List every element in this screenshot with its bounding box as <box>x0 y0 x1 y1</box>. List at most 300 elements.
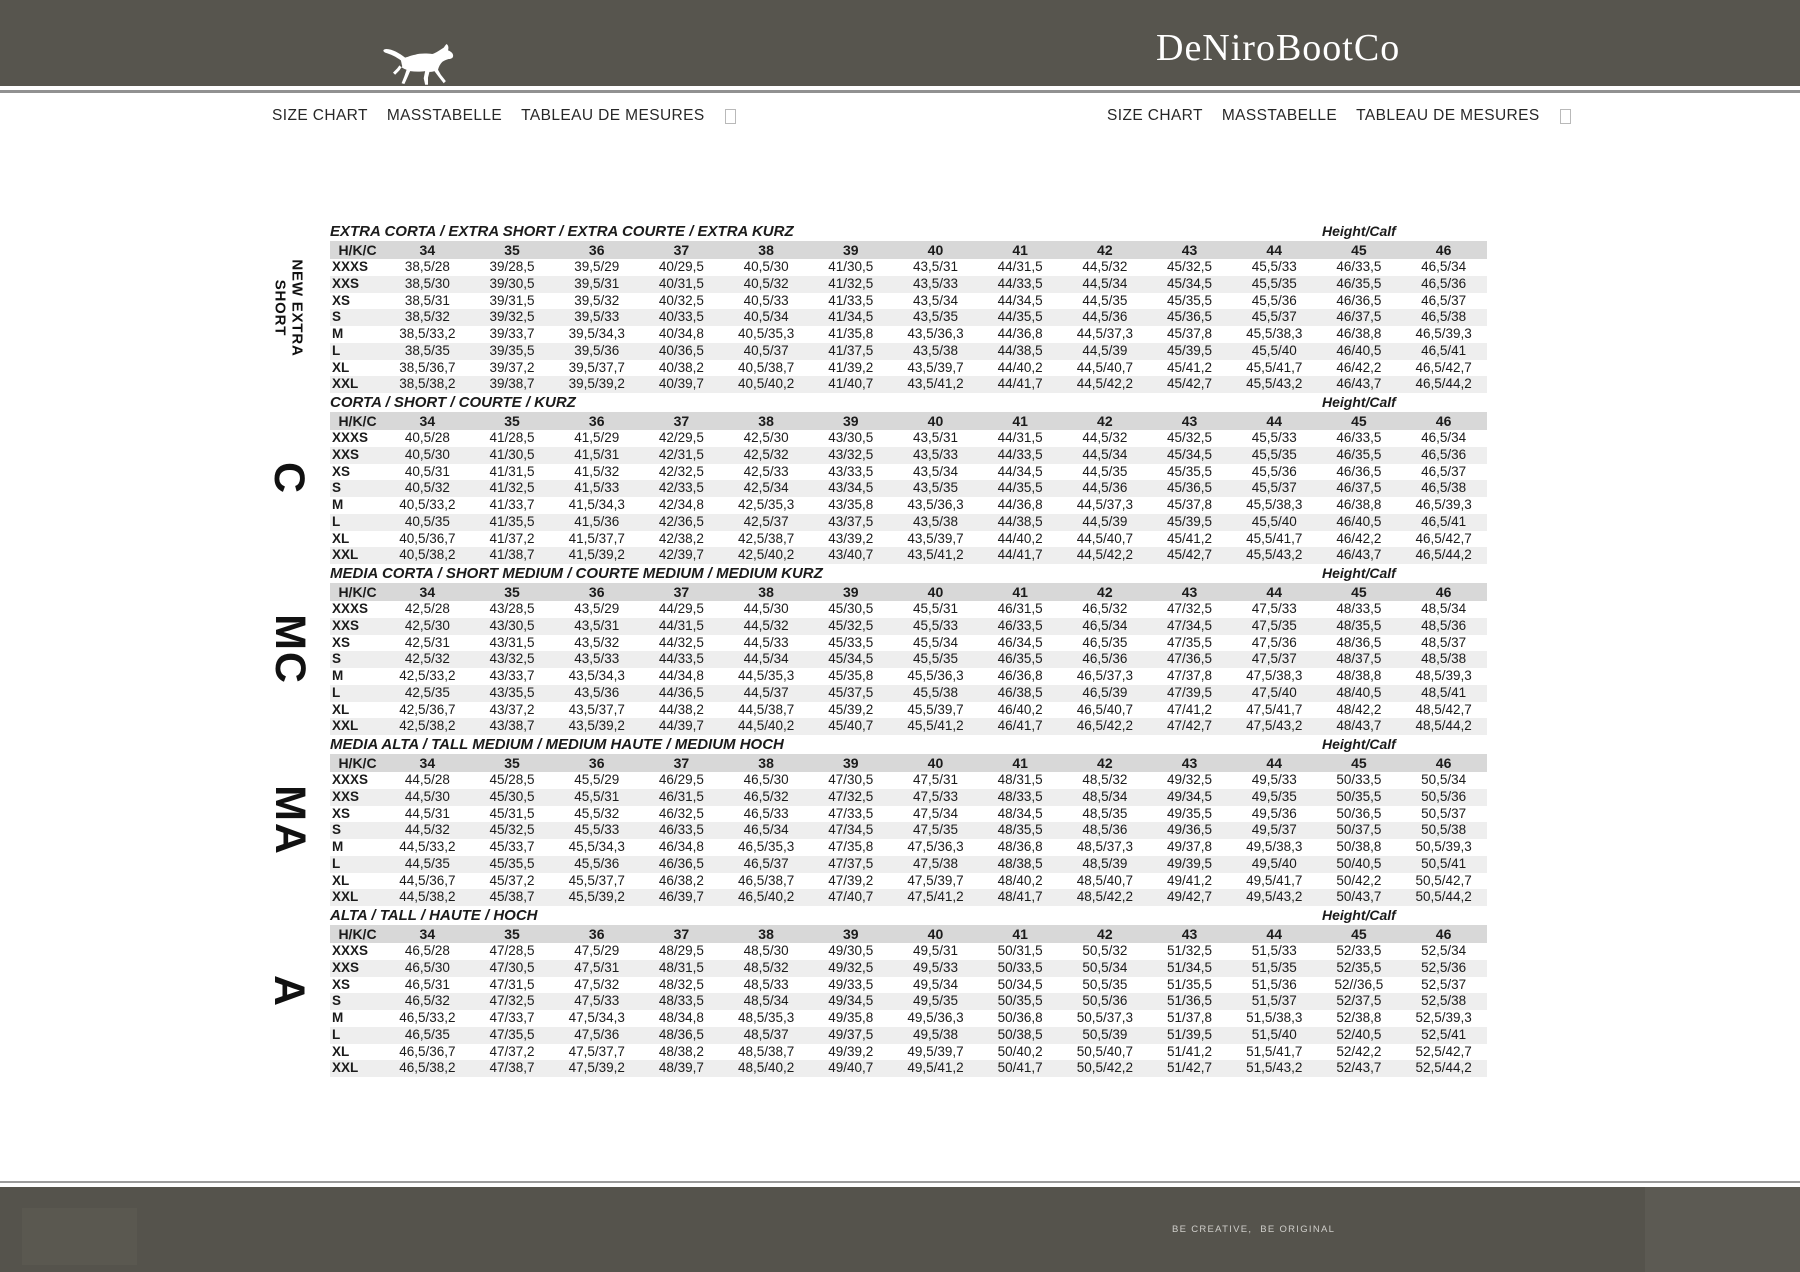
height-calf-cell: 44,5/33 <box>743 634 789 650</box>
height-calf-cell: 51,5/43,2 <box>1246 1060 1303 1076</box>
height-calf-cell: 48/32,5 <box>658 976 704 992</box>
height-calf-cell: 45,5/40 <box>1251 513 1297 529</box>
row-size-label: XXL <box>332 547 359 563</box>
menu-item-masstabelle[interactable]: MASSTABELLE <box>1221 107 1338 124</box>
height-calf-cell: 43,5/29 <box>574 601 620 616</box>
height-calf-cell: 47,5/41,2 <box>907 889 964 905</box>
height-calf-cell: 52,5/39,3 <box>1415 1010 1472 1025</box>
height-calf-cell: 44/36,5 <box>658 684 704 700</box>
table-row <box>330 943 1487 960</box>
height-calf-cell: 45,5/34,3 <box>568 839 625 854</box>
height-calf-cell: 46,5/36 <box>1421 275 1467 291</box>
height-calf-cell: 45/42,7 <box>1167 547 1213 563</box>
row-size-label: XS <box>332 292 351 308</box>
height-calf-cell: 47/32,5 <box>1167 601 1213 616</box>
height-calf-cell: 46/32,5 <box>658 805 704 821</box>
menu-item-tableau-de-mesures[interactable]: TABLEAU DE MESURES <box>521 107 705 124</box>
height-calf-cell: 48/40,2 <box>997 872 1043 888</box>
height-calf-cell: 52,5/38 <box>1421 993 1467 1009</box>
height-calf-cell: 39,5/29 <box>574 259 620 274</box>
row-size-label: XXS <box>332 446 360 462</box>
height-calf-cell: 44,5/39 <box>1082 513 1128 529</box>
height-calf-cell: 44,5/28 <box>404 772 450 787</box>
height-calf-cell: 47/33,7 <box>489 1010 535 1025</box>
height-calf-cell: 46,5/37 <box>743 855 789 871</box>
row-size-label: XXS <box>332 788 360 804</box>
height-calf-cell: 52,5/41 <box>1421 1026 1467 1042</box>
height-calf-cell: 48/34,5 <box>997 805 1043 821</box>
size-column-header: 35 <box>504 413 520 429</box>
table-row <box>330 993 1487 1010</box>
height-calf-cell: 51/32,5 <box>1167 943 1213 958</box>
height-calf-cell: 50,5/40,7 <box>1076 1043 1133 1059</box>
height-calf-cell: 48/33,5 <box>1336 601 1382 616</box>
height-calf-cell: 46,5/32 <box>404 993 450 1009</box>
height-calf-cell: 48,5/41 <box>1421 684 1467 700</box>
height-calf-cell: 49/36,5 <box>1167 822 1213 838</box>
height-calf-cell: 42,5/34 <box>743 480 789 496</box>
height-calf-cell: 39,5/36 <box>574 342 620 358</box>
height-calf-cell: 46/40,5 <box>1336 513 1382 529</box>
height-calf-cell: 46/42,2 <box>1336 530 1382 546</box>
height-calf-cell: 47/32,5 <box>489 993 535 1009</box>
height-calf-cell: 45,5/35 <box>1251 446 1297 462</box>
row-size-label: XXL <box>332 376 359 392</box>
height-calf-cell: 46/31,5 <box>997 601 1043 616</box>
height-calf-cell: 39/37,2 <box>489 359 535 375</box>
height-calf-cell: 47/28,5 <box>489 943 535 958</box>
row-size-label: XL <box>332 1043 350 1059</box>
height-calf-cell: 43/30,5 <box>828 430 874 445</box>
height-calf-cell: 44,5/36 <box>1082 480 1128 496</box>
footer-divider <box>0 1181 1800 1183</box>
height-calf-cell: 43,5/35 <box>912 309 958 325</box>
height-calf-cell: 43,5/39,7 <box>907 359 964 375</box>
height-calf-cell: 39/28,5 <box>489 259 535 274</box>
height-calf-cell: 46,5/30 <box>404 959 450 975</box>
size-column-header: 45 <box>1351 926 1367 942</box>
height-calf-cell: 47,5/39,7 <box>907 872 964 888</box>
height-calf-cell: 45,5/38 <box>912 684 958 700</box>
size-column-header: 45 <box>1351 242 1367 258</box>
size-table-section-medium-tall <box>265 735 1487 906</box>
height-calf-cell: 50/42,2 <box>1336 872 1382 888</box>
height-calf-cell: 47/33,5 <box>828 805 874 821</box>
size-column-header: 43 <box>1181 413 1198 429</box>
height-calf-cell: 44/33,5 <box>658 651 704 667</box>
table-row <box>330 376 1487 393</box>
height-calf-cell: 45/37,8 <box>1167 326 1213 341</box>
menu-right <box>1107 107 1571 125</box>
size-tables <box>265 222 1487 1077</box>
row-size-label: XS <box>332 463 351 479</box>
size-column-header: 42 <box>1097 584 1113 600</box>
height-calf-cell: 43/40,7 <box>828 547 874 563</box>
section-title: MEDIA ALTA / TALL MEDIUM / MEDIUM HAUTE / MEDIUM HOCH <box>330 736 784 753</box>
footer-bar <box>0 1187 1800 1272</box>
height-calf-cell: 51,5/33 <box>1251 943 1297 958</box>
height-calf-cell: 46/43,7 <box>1336 547 1382 563</box>
table-row <box>330 635 1487 652</box>
height-calf-cell: 44/38,2 <box>658 701 704 717</box>
height-calf-cell: 44,5/37,3 <box>1076 326 1133 341</box>
height-calf-cell: 46,5/35 <box>404 1026 450 1042</box>
height-calf-cell: 44/34,5 <box>997 292 1043 308</box>
size-column-header: 36 <box>588 413 605 429</box>
height-calf-cell: 45/41,2 <box>1167 359 1213 375</box>
height-calf-cell: 50/40,2 <box>997 1043 1043 1059</box>
size-table-section-tall <box>265 906 1487 1077</box>
height-calf-cell: 42/29,5 <box>658 430 704 445</box>
height-calf-cell: 46/34,5 <box>997 634 1043 650</box>
height-calf-cell: 48/36,5 <box>1336 634 1382 650</box>
height-calf-cell: 40,5/38,7 <box>737 359 795 375</box>
height-calf-cell: 47/35,8 <box>828 839 874 854</box>
table-row <box>330 685 1487 702</box>
height-calf-cell: 42/31,5 <box>658 446 704 462</box>
missing-glyph-box-icon <box>725 109 736 124</box>
height-calf-cell: 48,5/33 <box>743 976 789 992</box>
table-row <box>330 873 1487 890</box>
row-size-label: M <box>332 497 344 512</box>
height-calf-cell: 44,5/35,3 <box>737 668 795 683</box>
menu-left <box>272 107 736 125</box>
height-calf-cell: 43/28,5 <box>489 601 535 616</box>
height-calf-cell: 43/33,5 <box>828 463 874 479</box>
height-calf-cell: 45/38,7 <box>489 889 535 905</box>
height-calf-cell: 46/36,5 <box>1336 292 1382 308</box>
section-side-label-text: C <box>265 461 314 496</box>
size-column-header: 43 <box>1181 926 1198 942</box>
size-column-header: 43 <box>1181 755 1198 771</box>
height-calf-cell: 47,5/36 <box>1251 634 1297 650</box>
height-calf-cell: 47,5/33 <box>1251 601 1297 616</box>
height-calf-cell: 48/38,2 <box>658 1043 704 1059</box>
height-calf-cell: 46/35,5 <box>1336 275 1382 291</box>
height-calf-cell: 44,5/40,2 <box>737 718 795 734</box>
corner-label: H/K/C <box>338 755 377 771</box>
height-calf-cell: 41/37,2 <box>489 530 535 546</box>
height-calf-cell: 45/34,5 <box>1167 446 1213 462</box>
size-column-header: 34 <box>419 413 436 429</box>
menu-item-tableau-de-mesures[interactable]: TABLEAU DE MESURES <box>1356 107 1540 124</box>
height-calf-cell: 48/42,2 <box>1336 701 1382 717</box>
size-column-header: 38 <box>758 584 774 600</box>
height-calf-cell: 43,5/33 <box>912 275 958 291</box>
height-calf-cell: 48,5/42,2 <box>1076 889 1133 905</box>
height-calf-cell: 49/35,5 <box>1167 805 1213 821</box>
row-size-label: L <box>332 342 341 358</box>
height-calf-cell: 43,5/33 <box>574 651 620 667</box>
height-calf-cell: 46/34,8 <box>658 839 704 854</box>
height-calf-cell: 41/35,5 <box>489 513 535 529</box>
height-calf-cell: 52/43,7 <box>1336 1060 1382 1076</box>
row-size-label: XXXS <box>332 430 369 445</box>
height-calf-cell: 51,5/41,7 <box>1246 1043 1303 1059</box>
menu-item-size-chart[interactable]: SIZE CHART <box>272 107 368 124</box>
size-column-header: 36 <box>588 242 605 258</box>
height-calf-cell: 41/34,5 <box>828 309 874 325</box>
size-column-header: 41 <box>1012 584 1028 600</box>
height-calf-cell: 42/36,5 <box>658 513 704 529</box>
height-calf-cell: 39/32,5 <box>489 309 535 325</box>
height-calf-cell: 45/32,5 <box>489 822 535 838</box>
height-calf-cell: 48,5/39,3 <box>1415 668 1472 683</box>
height-calf-cell: 45,5/32 <box>574 805 620 821</box>
height-calf-cell: 47,5/31 <box>574 959 620 975</box>
size-column-header: 36 <box>588 926 605 942</box>
height-calf-cell: 46,5/32 <box>743 788 789 804</box>
height-calf-cell: 50/37,5 <box>1336 822 1382 838</box>
height-calf-cell: 46,5/34 <box>1082 617 1128 633</box>
section-side-label <box>253 222 325 393</box>
height-calf-cell: 39/30,5 <box>489 275 535 291</box>
height-calf-cell: 42,5/36,7 <box>399 701 456 717</box>
height-calf-cell: 45,5/29 <box>574 772 620 787</box>
size-column-header: 35 <box>504 755 520 771</box>
height-calf-cell: 49,5/38 <box>912 1026 958 1042</box>
height-calf-cell: 42,5/32 <box>743 446 789 462</box>
height-calf-cell: 48,5/37,3 <box>1076 839 1133 854</box>
height-calf-cell: 46,5/33 <box>743 805 789 821</box>
height-calf-cell: 45,5/36 <box>1251 463 1297 479</box>
height-calf-cell: 39/33,7 <box>489 326 535 341</box>
height-calf-cell: 44/34,8 <box>658 668 704 683</box>
table-row <box>330 531 1487 548</box>
height-calf-cell: 47,5/40 <box>1251 684 1297 700</box>
height-calf-cell: 48/33,5 <box>997 788 1043 804</box>
missing-glyph-box-icon <box>1560 109 1571 124</box>
table-row <box>330 856 1487 873</box>
height-calf-cell: 44,5/37 <box>743 684 789 700</box>
height-calf-cell: 46/36,5 <box>658 855 704 871</box>
height-calf-cell: 45/34,5 <box>828 651 874 667</box>
height-calf-cell: 43,5/39,7 <box>907 530 964 546</box>
height-calf-cell: 49,5/43,2 <box>1246 889 1303 905</box>
height-calf-cell: 50,5/36 <box>1421 788 1467 804</box>
height-calf-cell: 48/34,8 <box>658 1010 704 1025</box>
height-calf-cell: 50/31,5 <box>997 943 1043 958</box>
galloping-horse-icon <box>378 36 458 92</box>
section-title: CORTA / SHORT / COURTE / KURZ <box>330 394 576 411</box>
height-calf-cell: 45/35,8 <box>828 668 874 683</box>
table-row <box>330 651 1487 668</box>
height-calf-cell: 46,5/39,3 <box>1415 326 1472 341</box>
height-calf-cell: 44/36,8 <box>997 497 1043 512</box>
table-row <box>330 293 1487 310</box>
height-calf-cell: 45/37,5 <box>828 684 874 700</box>
height-calf-cell: 47,5/34 <box>912 805 958 821</box>
height-calf-cell: 40/34,8 <box>658 326 704 341</box>
height-calf-cell: 46,5/33,2 <box>399 1010 456 1025</box>
height-calf-cell: 40,5/30 <box>743 259 789 274</box>
height-calf-cell: 47/37,8 <box>1167 668 1213 683</box>
height-calf-cell: 40,5/35,3 <box>737 326 795 341</box>
height-calf-cell: 49/32,5 <box>828 959 874 975</box>
size-column-header: 37 <box>673 926 690 942</box>
height-calf-cell: 47,5/38 <box>912 855 958 871</box>
height-calf-cell: 45,5/38,3 <box>1246 497 1303 512</box>
height-calf-cell: 49,5/35 <box>912 993 958 1009</box>
height-calf-cell: 49/35,8 <box>828 1010 874 1025</box>
height-calf-cell: 49/42,7 <box>1167 889 1213 905</box>
height-calf-cell: 47,5/32 <box>574 976 620 992</box>
section-title: EXTRA CORTA / EXTRA SHORT / EXTRA COURTE / EXTRA KURZ <box>330 223 794 240</box>
row-size-label: S <box>332 651 342 667</box>
size-column-header: 41 <box>1012 926 1028 942</box>
height-calf-cell: 44,5/30 <box>404 788 450 804</box>
height-calf-cell: 47,5/35 <box>912 822 958 838</box>
height-calf-cell: 44/36,8 <box>997 326 1043 341</box>
height-calf-cell: 50,5/44,2 <box>1415 889 1472 905</box>
height-calf-cell: 48,5/34 <box>743 993 789 1009</box>
height-calf-cell: 44/40,2 <box>997 530 1043 546</box>
height-calf-cell: 49,5/33 <box>1251 772 1297 787</box>
height-calf-cell: 46,5/44,2 <box>1415 547 1472 563</box>
height-calf-cell: 50,5/32 <box>1082 943 1128 958</box>
height-calf-cell: 47/30,5 <box>828 772 874 787</box>
height-calf-cell: 44/35,5 <box>997 480 1043 496</box>
height-calf-cell: 46,5/39,3 <box>1415 497 1472 512</box>
height-calf-cell: 44,5/32 <box>404 822 450 838</box>
height-calf-cell: 46/39,7 <box>658 889 704 905</box>
height-calf-cell: 51,5/35 <box>1251 959 1297 975</box>
size-column-header: 40 <box>927 584 944 600</box>
height-calf-cell: 48,5/36 <box>1421 617 1467 633</box>
height-calf-cell: 44,5/38,7 <box>737 701 795 717</box>
height-calf-cell: 48,5/40,7 <box>1076 872 1133 888</box>
height-calf-cell: 45/36,5 <box>1167 480 1213 496</box>
row-size-label: XS <box>332 976 351 992</box>
height-calf-cell: 48,5/38 <box>1421 651 1467 667</box>
height-calf-cell: 51/36,5 <box>1167 993 1213 1009</box>
height-calf-cell: 41/37,5 <box>828 342 874 358</box>
height-calf-cell: 39,5/33 <box>574 309 620 325</box>
height-calf-cell: 43,5/36 <box>574 684 620 700</box>
height-calf-cell: 45/40,7 <box>828 718 874 734</box>
height-calf-cell: 43,5/36,3 <box>907 326 964 341</box>
height-calf-cell: 46/40,5 <box>1336 342 1382 358</box>
height-calf-cell: 38,5/32 <box>404 309 450 325</box>
section-side-label-text: NEW EXTRA SHORT <box>272 258 307 357</box>
height-calf-cell: 47,5/36,3 <box>907 839 964 854</box>
height-calf-cell: 45,5/34 <box>912 634 958 650</box>
corner-label: H/K/C <box>338 242 377 258</box>
size-table-section-extra-short <box>272 222 1487 393</box>
height-calf-cell: 47/36,5 <box>1167 651 1213 667</box>
height-calf-cell: 44,5/34 <box>1082 275 1128 291</box>
height-calf-cell: 44,5/40,7 <box>1076 359 1133 375</box>
height-calf-cell: 44,5/32 <box>743 617 789 633</box>
height-calf-cell: 45,5/43,2 <box>1246 547 1303 563</box>
size-column-header: 39 <box>842 755 859 771</box>
height-calf-cell: 47/38,7 <box>489 1060 535 1076</box>
height-calf-cell: 43/34,5 <box>828 480 874 496</box>
height-calf-cell: 38,5/33,2 <box>399 326 456 341</box>
height-calf-cell: 46,5/38,7 <box>737 872 795 888</box>
height-calf-cell: 49,5/36,3 <box>907 1010 964 1025</box>
height-calf-cell: 46,5/40,7 <box>1076 701 1133 717</box>
table-row <box>330 276 1487 293</box>
height-calf-cell: 44/38,5 <box>997 513 1043 529</box>
height-calf-cell: 40/33,5 <box>658 309 704 325</box>
height-calf-cell: 39,5/34,3 <box>568 326 625 341</box>
menu-item-masstabelle[interactable]: MASSTABELLE <box>386 107 503 124</box>
height-calf-cell: 51/35,5 <box>1167 976 1213 992</box>
section-side-label <box>253 735 325 906</box>
table-row <box>330 839 1487 856</box>
height-calf-cell: 50/36,5 <box>1336 805 1382 821</box>
height-calf-cell: 44/31,5 <box>997 430 1043 445</box>
height-calf-cell: 48/36,8 <box>997 839 1043 854</box>
size-column-header: 45 <box>1351 413 1367 429</box>
height-calf-cell: 49,5/35 <box>1251 788 1297 804</box>
height-calf-cell: 50,5/38 <box>1421 822 1467 838</box>
table-row <box>330 447 1487 464</box>
height-calf-cell: 40/36,5 <box>658 342 704 358</box>
size-column-header: 44 <box>1266 584 1282 600</box>
height-calf-cell: 39/35,5 <box>489 342 535 358</box>
height-calf-cell: 46,5/28 <box>404 943 450 958</box>
height-calf-cell: 50,5/42,7 <box>1415 872 1472 888</box>
height-calf-cell: 46,5/34 <box>1421 430 1467 445</box>
height-calf-cell: 52/40,5 <box>1336 1026 1382 1042</box>
height-calf-cell: 45,5/41,7 <box>1246 530 1303 546</box>
height-calf-cell: 40/38,2 <box>658 359 704 375</box>
height-calf-cell: 49,5/39,7 <box>907 1043 964 1059</box>
height-calf-cell: 46,5/38 <box>1421 480 1467 496</box>
footer-slogan: BE CREATIVE, BE ORIGINAL <box>1172 1224 1336 1235</box>
size-column-header: 34 <box>419 755 436 771</box>
height-calf-cell: 49,5/41,7 <box>1246 872 1303 888</box>
height-calf-cell: 50/36,8 <box>997 1010 1043 1025</box>
height-calf-cell: 45,5/37 <box>1251 309 1297 325</box>
height-calf-cell: 47,5/39,2 <box>568 1060 625 1076</box>
height-calf-cell: 45/30,5 <box>489 788 535 804</box>
height-calf-cell: 49,5/38,3 <box>1246 839 1303 854</box>
height-calf-cell: 44,5/35 <box>1082 463 1128 479</box>
height-calf-cell: 45/35,5 <box>1167 463 1213 479</box>
height-calf-cell: 50,5/34 <box>1421 772 1467 787</box>
height-calf-cell: 38,5/38,2 <box>399 376 456 392</box>
height-calf-cell: 47,5/33 <box>574 993 620 1009</box>
row-size-label: L <box>332 513 341 529</box>
height-calf-cell: 47/34,5 <box>828 822 874 838</box>
height-calf-cell: 42/38,2 <box>658 530 704 546</box>
height-calf-cell: 46,5/36 <box>1421 446 1467 462</box>
height-calf-cell: 40,5/40,2 <box>737 376 795 392</box>
height-calf-label: Height/Calf <box>1321 736 1396 752</box>
row-size-label: XXXS <box>332 943 369 958</box>
height-calf-cell: 45/37,2 <box>489 872 535 888</box>
size-column-header: 38 <box>758 242 774 258</box>
height-calf-cell: 43,5/33 <box>912 446 958 462</box>
height-calf-cell: 50,5/37 <box>1421 805 1467 821</box>
height-calf-cell: 47,5/38,3 <box>1246 668 1303 683</box>
height-calf-cell: 41/35,8 <box>828 326 874 341</box>
height-calf-cell: 49,5/31 <box>912 943 958 958</box>
height-calf-cell: 46/38,8 <box>1336 326 1382 341</box>
height-calf-cell: 47,5/41,7 <box>1246 701 1303 717</box>
menu-item-size-chart[interactable]: SIZE CHART <box>1107 107 1203 124</box>
height-calf-cell: 48,5/34 <box>1421 601 1467 616</box>
height-calf-cell: 44,5/38,2 <box>399 889 456 905</box>
height-calf-cell: 49,5/36 <box>1251 805 1297 821</box>
height-calf-cell: 48,5/36 <box>1082 822 1128 838</box>
height-calf-cell: 44/32,5 <box>658 634 704 650</box>
height-calf-cell: 43/35,8 <box>828 497 874 512</box>
height-calf-cell: 41/39,2 <box>828 359 874 375</box>
